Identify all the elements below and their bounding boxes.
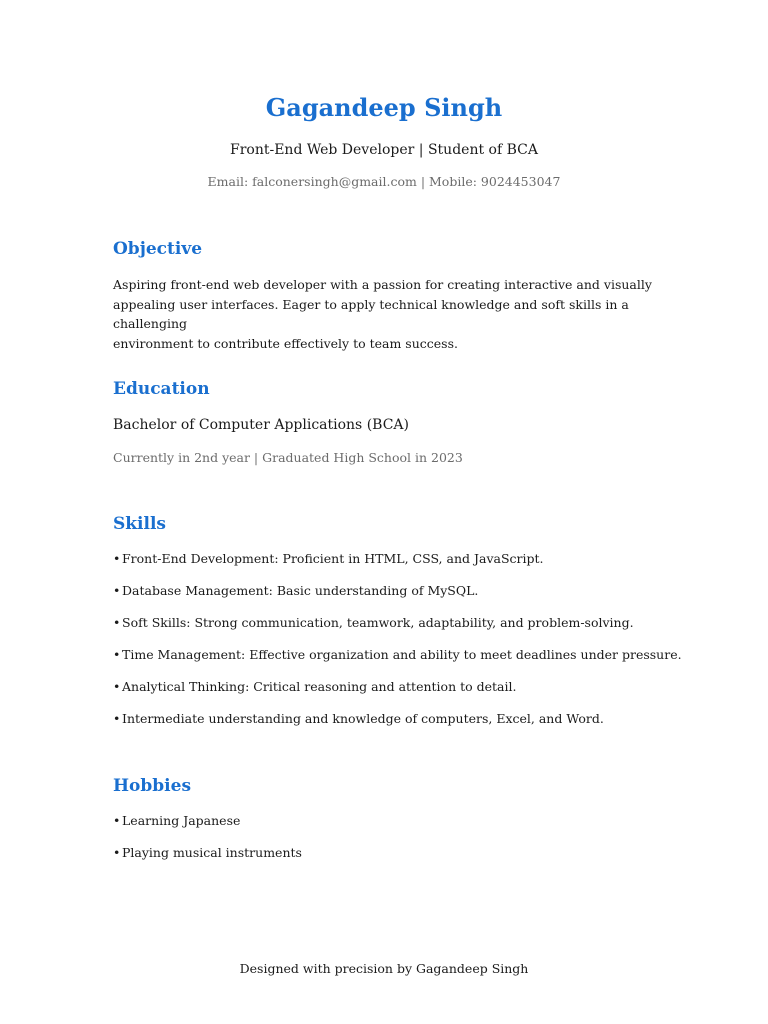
objective-line: environment to contribute effectively to team success. <box>113 335 458 351</box>
skill-text: Soft Skills: Strong communication, teamwork, adaptability, and problem-solving. <box>122 615 634 630</box>
skill-item <box>113 710 682 742</box>
bullet: • <box>113 679 121 694</box>
bullet: • <box>113 711 121 726</box>
hobbies-list <box>113 812 302 876</box>
skill-text: Analytical Thinking: Critical reasoning and attention to detail. <box>122 679 517 694</box>
bullet: • <box>113 845 121 860</box>
skill-item <box>113 582 682 614</box>
bullet: • <box>113 615 121 630</box>
objective-heading: Objective <box>113 239 203 259</box>
objective-line: Aspiring front-end web developer with a passion for creating interactive and visually <box>113 277 652 292</box>
skill-item <box>113 646 682 678</box>
contact-info: Email: falconersingh@gmail.com | Mobile: 9024453047 <box>207 174 561 189</box>
bullet: • <box>113 813 121 828</box>
education-details: Currently in 2nd year | Graduated High School in 2023 <box>113 450 463 465</box>
skills-heading: Skills <box>113 514 167 534</box>
hobby-item <box>113 844 302 876</box>
hobby-text: Learning Japanese <box>122 813 241 828</box>
skill-text: Intermediate understanding and knowledge of computers, Excel, and Word. <box>122 711 604 726</box>
skill-item <box>113 550 682 582</box>
skill-item <box>113 678 682 710</box>
bullet: • <box>113 647 121 662</box>
bullet: • <box>113 583 121 598</box>
skill-text: Database Management: Basic understanding of MySQL. <box>122 583 479 598</box>
bullet: • <box>113 551 121 566</box>
footer-credit: Designed with precision by Gagandeep Singh <box>239 961 529 976</box>
skill-text: Front-End Development: Proficient in HTML, CSS, and JavaScript. <box>122 551 544 566</box>
resume-name: Gagandeep Singh <box>265 93 503 122</box>
resume-role: Front-End Web Developer | Student of BCA <box>230 142 538 158</box>
education-heading: Education <box>113 379 210 399</box>
skill-item <box>113 614 682 646</box>
skill-text: Time Management: Effective organization and ability to meet deadlines under pressure. <box>122 647 682 662</box>
education-degree: Bachelor of Computer Applications (BCA) <box>113 417 409 433</box>
hobbies-heading: Hobbies <box>113 776 192 796</box>
skills-list <box>113 550 682 742</box>
hobby-item <box>113 812 302 844</box>
hobby-text: Playing musical instruments <box>122 845 302 860</box>
objective-text <box>113 275 663 353</box>
objective-line: appealing user interfaces. Eager to apply technical knowledge and soft skills in a challenging <box>113 296 629 331</box>
